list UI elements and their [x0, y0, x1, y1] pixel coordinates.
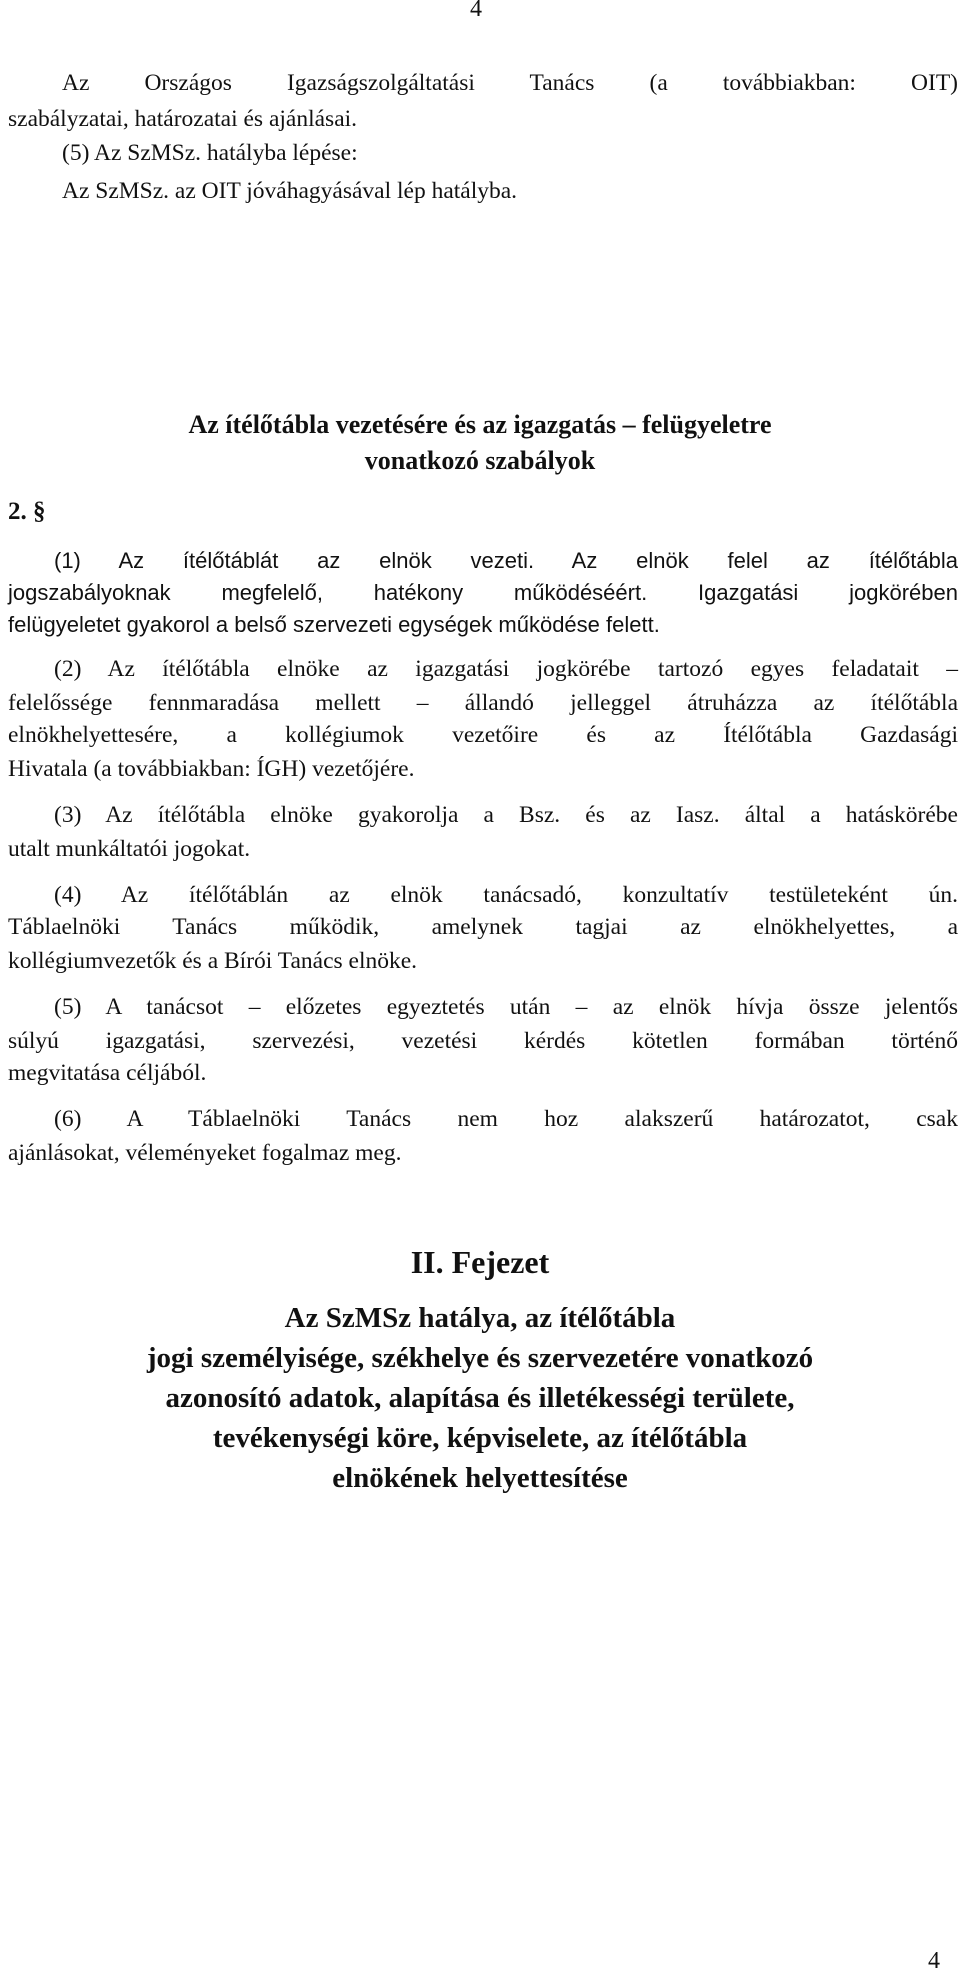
page-number-bottom: 4	[928, 1948, 940, 1974]
p4-line-3: kollégiumvezetők és a Bírói Tanács elnöke.	[8, 948, 418, 974]
p1-line-2: jogszabályoknak megfelelő, hatékony működéséért. Igazgatási jogkörében	[8, 580, 958, 605]
section-number	[8, 498, 46, 526]
p6-line-1: (6) A Táblaelnöki Tanács nem hoz alakszerű határozatot, csak	[54, 1106, 958, 1132]
p3-line-1: (3) Az ítélőtábla elnöke gyakorolja a Bsz. és az Iasz. által a hatáskörébe	[54, 802, 958, 828]
section-number-label: 2.	[8, 498, 27, 525]
p5-line-3: megvitatása céljából.	[8, 1060, 207, 1086]
point-5-title: (5) Az SzMSz. hatályba lépése:	[62, 140, 358, 166]
p3-line-2: utalt munkáltatói jogokat.	[8, 836, 251, 862]
chapter-subtitle-line-3: azonosító adatok, alapítása és illetékességi területe,	[165, 1382, 795, 1414]
intro-line-2: szabályzatai, határozatai és ajánlásai.	[8, 106, 358, 132]
p5-line-2: súlyú igazgatási, szervezési, vezetési kérdés kötetlen formában történő	[8, 1028, 958, 1054]
p4-line-2: Táblaelnöki Tanács működik, amelynek tagjai az elnökhelyettes, a	[8, 914, 958, 940]
chapter-subtitle-line-2: jogi személyisége, székhelye és szervezetére vonatkozó	[146, 1342, 814, 1374]
p5-line-1: (5) A tanácsot – előzetes egyeztetés után – az elnök hívja össze jelentős	[54, 994, 958, 1020]
p2-line-3: elnökhelyettesére, a kollégiumok vezetőire és az Ítélőtábla Gazdasági	[8, 722, 958, 748]
chapter-subtitle-line-4: tevékenységi köre, képviselete, az ítélőtábla	[212, 1422, 748, 1454]
section-heading-line-1: Az ítélőtábla vezetésére és az igazgatás – felügyeletre	[188, 410, 772, 439]
section-heading-line-2: vonatkozó szabályok	[364, 446, 596, 475]
chapter-title: II. Fejezet	[410, 1244, 550, 1280]
paragraph-sign: §	[33, 498, 46, 525]
chapter-subtitle-line-1: Az SzMSz hatálya, az ítélőtábla	[284, 1302, 676, 1334]
p2-line-4: Hivatala (a továbbiakban: ÍGH) vezetőjére.	[8, 756, 415, 782]
intro-line-1: Az Országos Igazságszolgáltatási Tanács (a továbbiakban: OIT)	[62, 70, 958, 96]
page-number-top: 4	[470, 0, 482, 22]
point-5-text: Az SzMSz. az OIT jóváhagyásával lép hatályba.	[62, 178, 518, 204]
p1-line-1: (1) Az ítélőtáblát az elnök vezeti. Az elnök felel az ítélőtábla	[54, 548, 958, 573]
chapter-subtitle-line-5: elnökének helyettesítése	[332, 1462, 628, 1494]
p2-line-2: felelőssége fennmaradása mellett – állandó jelleggel átruházza az ítélőtábla	[8, 690, 958, 716]
p1-line-3: felügyeletet gyakorol a belső szervezeti egységek működése felett.	[8, 612, 660, 637]
p4-line-1: (4) Az ítélőtáblán az elnök tanácsadó, konzultatív testületeként ún.	[54, 882, 958, 908]
p6-line-2: ajánlásokat, véleményeket fogalmaz meg.	[8, 1140, 402, 1166]
p2-line-1: (2) Az ítélőtábla elnöke az igazgatási jogkörébe tartozó egyes feladatait –	[54, 656, 958, 682]
